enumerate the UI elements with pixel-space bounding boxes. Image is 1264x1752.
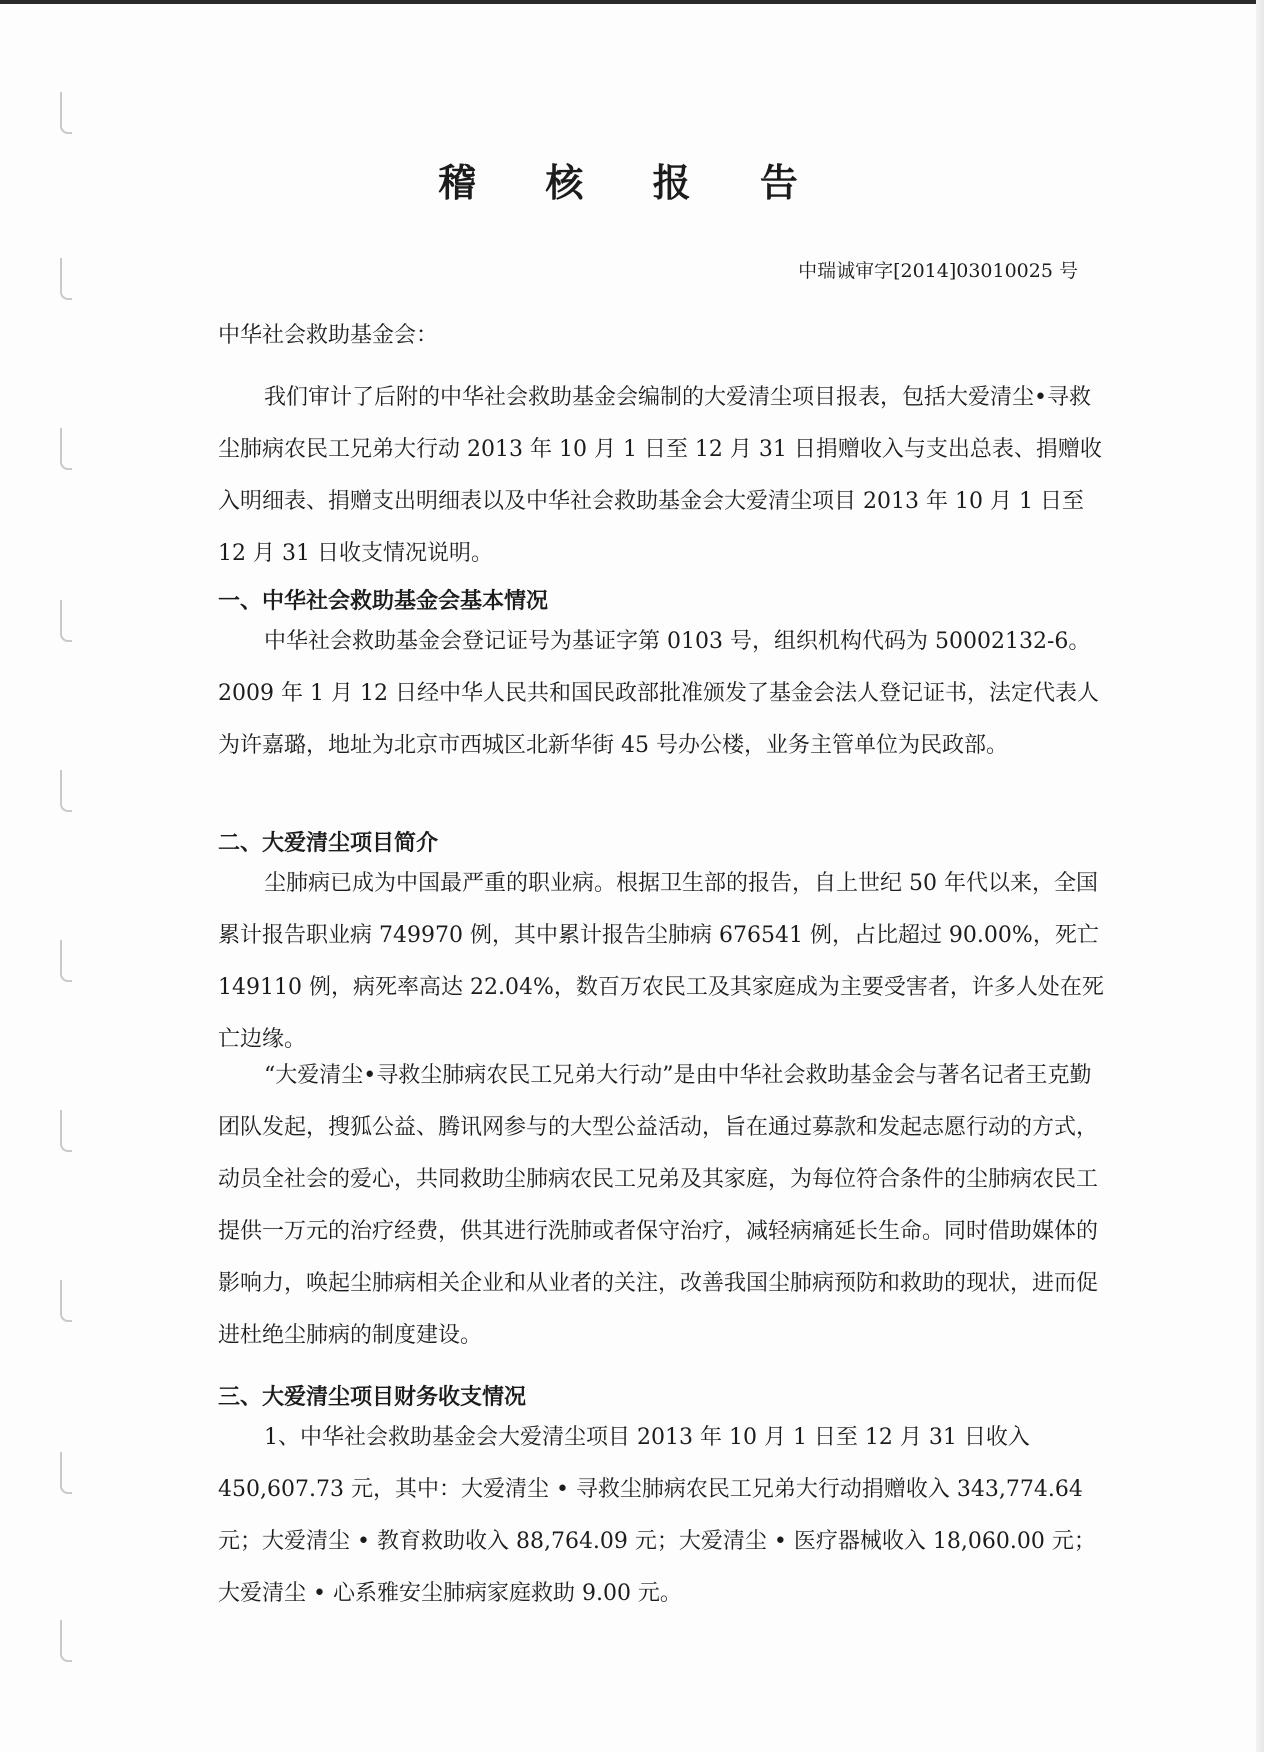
section-heading-financials: 三、大爱清尘项目财务收支情况	[218, 1384, 527, 1410]
binding-hole-mark	[60, 92, 72, 134]
section-paragraph: 尘肺病已成为中国最严重的职业病。根据卫生部的报告，自上世纪 50 年代以来，全国累计报告职业病 749970 例，其中累计报告尘肺病 676541 例，占比超过 90.00%，死亡 149110 例，病死率高达 22.04%，数百万农民工及其家庭成为主要受害者，许多人处在死亡边缘。	[218, 871, 1104, 1052]
binding-hole-mark	[60, 600, 72, 642]
page-right-edge	[1256, 0, 1264, 1752]
section-heading-basic-info: 一、中华社会救助基金会基本情况	[218, 588, 549, 614]
binding-hole-mark	[60, 1110, 72, 1152]
intro-paragraph: 我们审计了后附的中华社会救助基金会编制的大爱清尘项目报表，包括大爱清尘•寻救尘肺病农民工兄弟大行动 2013 年 10 月 1 日至 12 月 31 日捐赠收入与支出总表、捐赠收入明细表、捐赠支出明细表以及中华社会救助基金会大爱清尘项目 2013 年 10 月 1 日至 12 月 31 日收支情况说明。	[218, 385, 1102, 566]
section-paragraph: “大爱清尘•寻救尘肺病农民工兄弟大行动”是由中华社会救助基金会与著名记者王克勤团队发起，搜狐公益、腾讯网参与的大型公益活动，旨在通过募款和发起志愿行动的方式，动员全社会的爱心，共同救助尘肺病农民工兄弟及其家庭，为每位符合条件的尘肺病农民工提供一万元的治疗经费，供其进行洗肺或者保守治疗，减轻病痛延长生命。同时借助媒体的影响力，唤起尘肺病相关企业和从业者的关注，改善我国尘肺病预防和救助的现状，进而促进杜绝尘肺病的制度建设。	[218, 1063, 1099, 1348]
section-heading-project-intro: 二、大爱清尘项目简介	[218, 830, 439, 856]
binding-hole-mark	[60, 258, 72, 300]
binding-hole-mark	[60, 1452, 72, 1494]
binding-hole-mark	[60, 940, 72, 982]
report-title: 稽 核 报 告	[438, 160, 826, 205]
section-paragraph: 中华社会救助基金会登记证号为基证字第 0103 号，组织机构代码为 50002132-6。2009 年 1 月 12 日经中华人民共和国民政部批准颁发了基金会法人登记证书，法定代表人为许嘉璐，地址为北京市西城区北新华街 45 号办公楼，业务主管单位为民政部。	[218, 629, 1099, 758]
binding-hole-mark	[60, 1280, 72, 1322]
document-number: 中瑞诚审字[2014]03010025 号	[798, 260, 1078, 282]
page-top-edge	[0, 0, 1264, 4]
addressee: 中华社会救助基金会：	[218, 323, 439, 348]
binding-hole-mark	[60, 770, 72, 812]
section-paragraph: 1、中华社会救助基金会大爱清尘项目 2013 年 10 月 1 日至 12 月 31 日收入 450,607.73 元，其中：大爱清尘 • 寻救尘肺病农民工兄弟大行动捐赠收入 343,774.64 元；大爱清尘 • 教育救助收入 88,764.09 元；大爱清尘 • 医疗器械收入 18,060.00 元；大爱清尘 • 心系雅安尘肺病家庭救助 9.00 元。	[218, 1425, 1096, 1606]
binding-hole-mark	[60, 428, 72, 470]
binding-hole-mark	[60, 1620, 72, 1662]
